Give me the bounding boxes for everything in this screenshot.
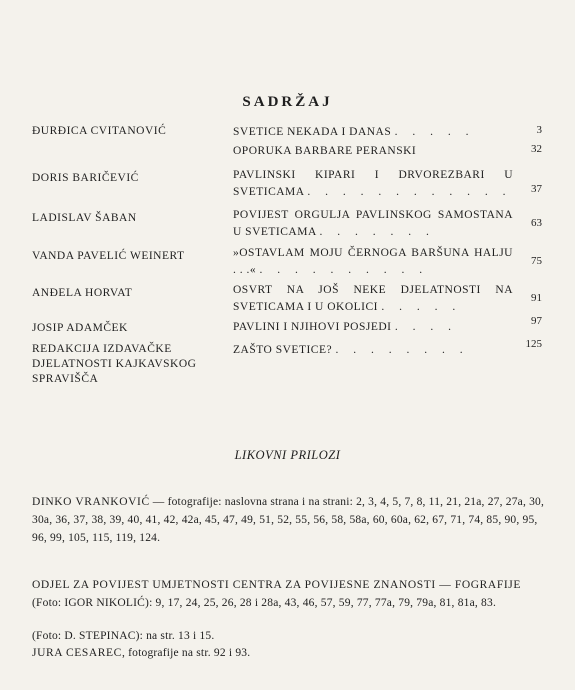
entry-title: OSVRT NA JOŠ NEKE DJELATNOSTI NA SVETICAMA I U OKOLICI	[233, 284, 513, 313]
entry-title-block	[233, 245, 513, 279]
credit-paragraph	[32, 644, 547, 662]
dot-leaders: . . . . . . . .	[335, 344, 469, 356]
illustrations-title: LIKOVNI PRILOZI	[234, 448, 341, 462]
entry-title: POVIJEST ORGULJA PAVLINSKOG SAMOSTANA U SVETICAMA	[233, 209, 513, 238]
dot-leaders: . . . . . . . . . .	[259, 264, 429, 276]
entry-author: LADISLAV ŠABAN	[32, 212, 137, 224]
credit-text: — fotografije: naslovna strana i na strani: 2, 3, 4, 5, 7, 8, 11, 21, 21a, 27, 27a, 30, 30a, 36, 37, 38, 39, 40, 41, 42, 42a, 45, 47, 49, 51, 52, 55, 56, 58, 58a, 60, 60a, 62, 67, 71, 74, 85, 90, 95, 96, 99, 105, 115, 119, 124.	[32, 496, 545, 544]
entry-page-number: 91	[531, 292, 542, 304]
credit-paragraph	[32, 627, 547, 645]
entry-author: JOSIP ADAMČEK	[32, 322, 128, 334]
dot-leaders: . . . .	[394, 321, 457, 333]
entry-title: PAVLINI I NJIHOVI POSJEDI	[233, 321, 392, 333]
entry-author: DORIS BARIČEVIĆ	[32, 172, 139, 184]
dot-leaders: . . . . . . . . . . . .	[307, 186, 512, 198]
entry-title: ZAŠTO SVETICE?	[233, 344, 333, 356]
entry-page-number: 125	[525, 338, 542, 350]
entry-title-block	[233, 167, 513, 201]
credit-name: JURA CESAREC	[32, 647, 122, 659]
entry-page-number: 63	[531, 217, 542, 229]
credit-name: DINKO VRANKOVIĆ	[32, 496, 150, 508]
entry-title: »OSTAVLAM MOJU ČERNOGA BARŠUNA HALJU . . .«	[233, 247, 513, 276]
entry-author: VANDA PAVELIĆ WEINERT	[32, 250, 185, 262]
dot-leaders: . . . . .	[394, 126, 475, 138]
entry-page-number: 32	[531, 143, 542, 155]
entry-page-number: 37	[531, 183, 542, 195]
entry-title-block	[233, 143, 513, 160]
entry-title: PAVLINSKI KIPARI I DRVOREZBARI U SVETICAMA	[233, 169, 513, 198]
entry-author: ANĐELA HORVAT	[32, 287, 133, 299]
entry-page-number: 3	[536, 124, 542, 136]
entry-page-number: 97	[531, 315, 542, 327]
entry-title-block	[233, 207, 513, 241]
entry-page-number: 75	[531, 255, 542, 267]
credit-name: ODJEL ZA POVIJEST UMJETNOSTI CENTRA ZA POVIJESNE ZNANOSTI — FOGRAFIJE	[32, 579, 521, 591]
entry-title-block	[233, 124, 513, 141]
entry-title: OPORUKA BARBARE PERANSKI	[233, 145, 417, 157]
credit-text: , fotografije na str. 92 i 93.	[121, 647, 251, 659]
entry-author: ĐURĐICA CVITANOVIĆ	[32, 125, 167, 137]
entry-title-block	[233, 282, 513, 316]
credit-paragraph	[32, 576, 547, 612]
entry-title-block	[233, 319, 513, 336]
entry-author: REDAKCIJA IZDAVAČKE DJELATNOSTI KAJKAVSKOG SPRAVIŠČA	[32, 343, 197, 385]
entry-title-block	[233, 342, 513, 359]
entry-title: SVETICE NEKADA I DANAS	[233, 126, 392, 138]
dot-leaders: . . . . .	[381, 301, 462, 313]
contents-title: SADRŽAJ	[242, 94, 333, 110]
credit-paragraph	[32, 493, 547, 547]
dot-leaders: . . . . . . .	[319, 226, 435, 238]
credit-text: (Foto: D. STEPINAC): na str. 13 i 15.	[32, 630, 215, 642]
credit-text: (Foto: IGOR NIKOLIĆ): 9, 17, 24, 25, 26, 28 i 28a, 43, 46, 57, 59, 77, 77a, 79, 79a, 81, 81a, 83.	[32, 597, 497, 609]
